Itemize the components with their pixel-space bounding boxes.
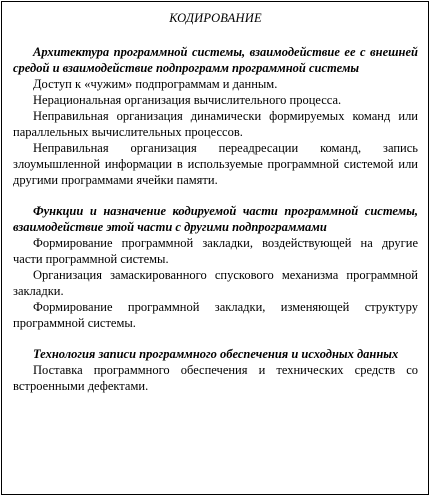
section-heading: Функции и назначение кодируемой части программной системы, взаимодействие этой части с другими подпрограммами <box>13 204 418 234</box>
section-heading: Технология записи программного обеспечения и исходных данных <box>33 347 399 361</box>
document-frame <box>1 1 429 495</box>
section-architecture <box>13 44 418 188</box>
list-item: Формирование программной закладки, изменяющей структуру программной системы. <box>13 300 418 330</box>
list-item: Неправильная организация динамически формируемых команд или параллельных вычислительных процессов. <box>13 109 418 139</box>
list-item: Доступ к «чужим» подпрограммам и данным. <box>33 77 278 91</box>
section-technology <box>13 346 418 394</box>
list-item: Неправильная организация переадресации команд, запись злоумышленной информации в используемые программной системой или другими программами ячейки памяти. <box>13 141 418 187</box>
section-heading: Архитектура программной системы, взаимодействие ее с внешней средой и взаимодействие подпрограмм программной системы <box>13 45 418 75</box>
list-item: Организация замаскированного спускового механизма программной закладки. <box>13 268 418 298</box>
section-functions <box>13 203 418 331</box>
list-item: Поставка программного обеспечения и технических средств со встроенными дефектами. <box>13 363 418 393</box>
document-title: КОДИРОВАНИЕ <box>169 11 262 25</box>
list-item: Нерациональная организация вычислительного процесса. <box>33 93 342 107</box>
list-item: Формирование программной закладки, воздействующей на другие части программной системы. <box>13 236 418 266</box>
